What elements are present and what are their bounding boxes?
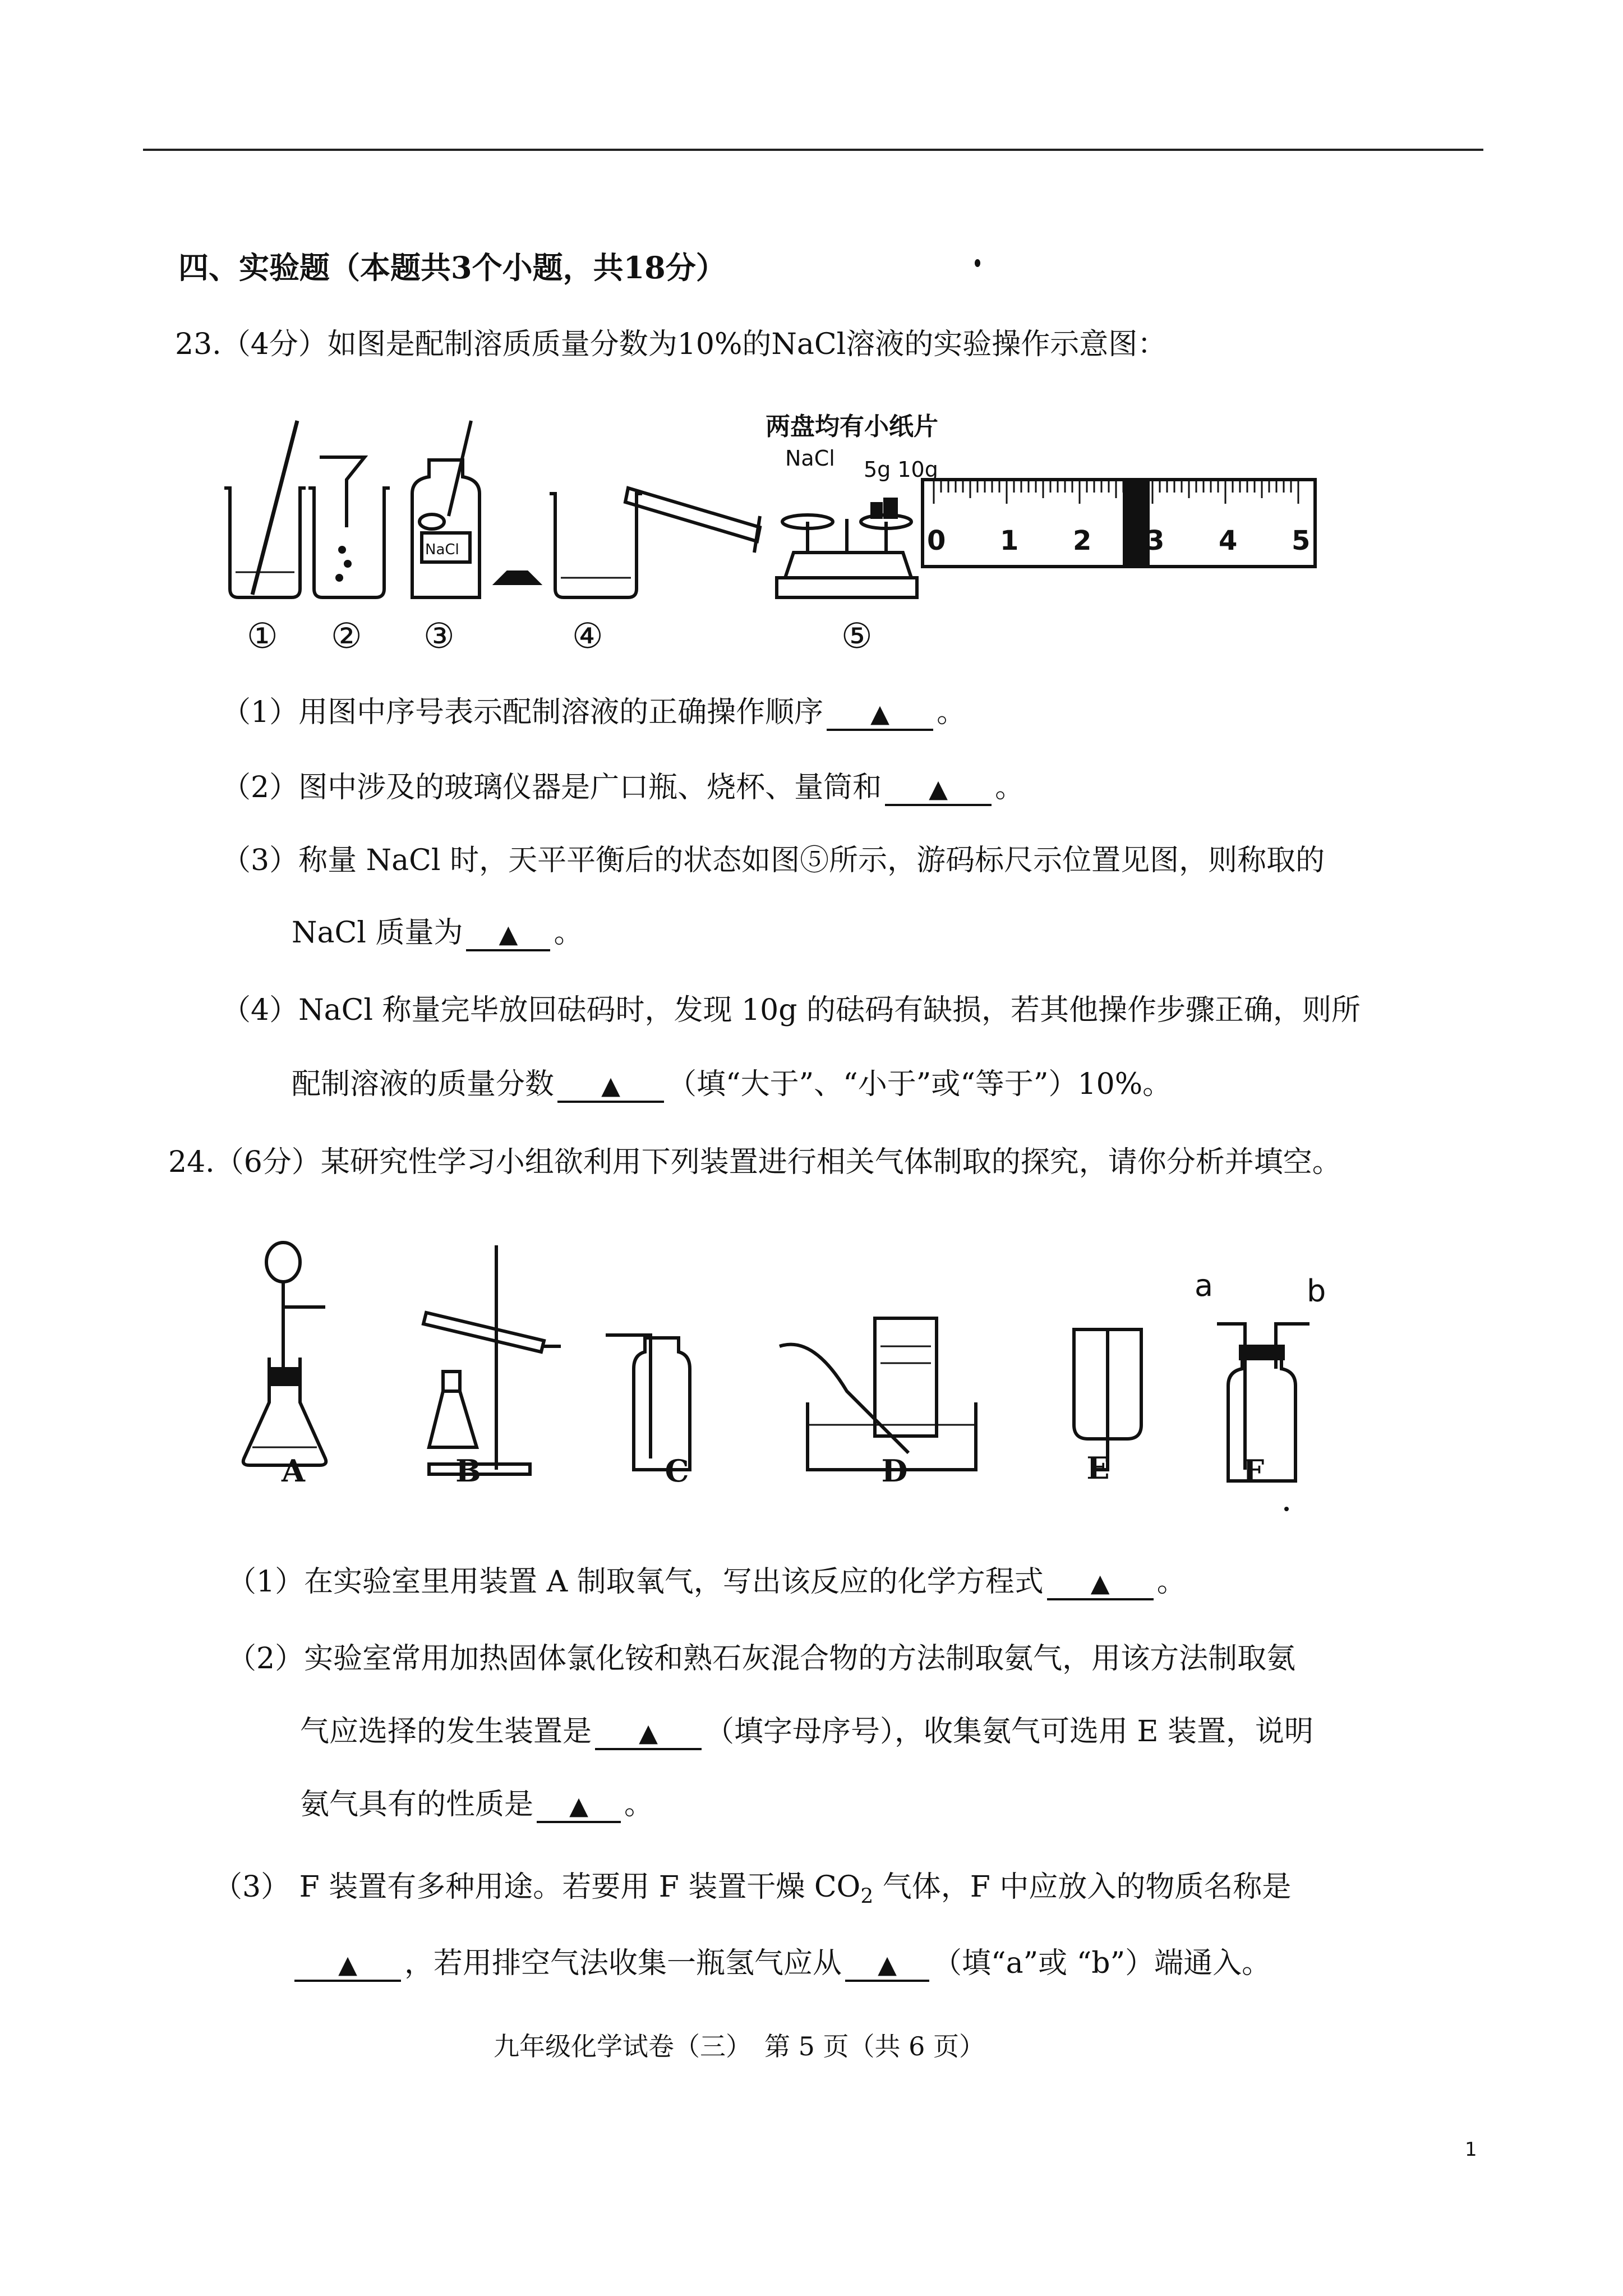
ruler-tick-label: 5 <box>1292 525 1311 556</box>
pouring-cylinder-icon <box>550 488 760 597</box>
q23-part4-text: 配制溶液的质量分数 <box>292 1068 555 1101</box>
q23-part2-text: （2）图中涉及的玻璃仪器是广口瓶、烧杯、量筒和 <box>222 771 882 804</box>
apparatus-label-b: B <box>455 1453 481 1489</box>
q23-part4-line1: （4）NaCl 称量完毕放回砝码时，发现 10g 的砝码有缺损，若其他操作步骤正确，则所 <box>222 993 1361 1027</box>
page-footer: 九年级化学试卷（三） 第 5 页（共 6 页） <box>494 2031 985 2062</box>
q23-part4-line2 <box>292 1066 1172 1103</box>
q24-part2-line1: （2）实验室常用加热固体氯化铵和熟石灰混合物的方法制取氨气，用该方法制取氨 <box>227 1642 1296 1676</box>
apparatus-label-e: E <box>1086 1450 1110 1486</box>
q24-part3-text2: ，若用排空气法收集一瓶氢气应从 <box>404 1947 842 1980</box>
pan-label: NaCl <box>785 446 835 471</box>
answer-blank-q24-5[interactable]: ▲ <box>845 1950 929 1982</box>
beaker-funnel-icon <box>308 457 390 597</box>
step-label-1: ① <box>247 615 278 656</box>
co2-subscript: 2 <box>860 1885 874 1908</box>
ruler-tick-label: 4 <box>1219 525 1238 556</box>
q24-part3-line1 <box>213 1869 1291 1915</box>
q23-part2 <box>222 770 1024 806</box>
q23-part1-text: （1）用图中序号表示配制溶液的正确操作顺序 <box>222 696 824 729</box>
apparatus-b-icon <box>423 1245 561 1474</box>
page-number: 1 <box>1465 2138 1477 2161</box>
q23-part4-end: （填“大于”、“小于”或“等于”）10%。 <box>667 1068 1172 1101</box>
ruler-labels <box>927 525 1310 556</box>
q23-stem: 23.（4分）如图是配制溶质质量分数为10%的NaCl溶液的实验操作示意图： <box>175 328 1167 361</box>
q23-part3-end: 。 <box>554 916 583 950</box>
q23-figure <box>213 409 1374 701</box>
q24-part1 <box>227 1564 1186 1600</box>
q24-part2-line2 <box>300 1714 1313 1750</box>
step-label-4: ④ <box>572 615 603 656</box>
step-label-5: ⑤ <box>841 615 873 656</box>
weights-label: 5g 10g <box>864 457 938 482</box>
apparatus-e-icon <box>1074 1329 1141 1470</box>
q24-part2-line3 <box>300 1787 653 1823</box>
answer-blank-q23-2[interactable]: ▲ <box>885 775 992 806</box>
q24-stem: 24.（6分）某研究性学习小组欲利用下列装置进行相关气体制取的探究，请你分析并填空。 <box>168 1145 1341 1179</box>
answer-blank-q23-4[interactable]: ▲ <box>557 1071 664 1103</box>
q24-part1-text: （1）在实验室里用装置 A 制取氧气，写出该反应的化学方程式 <box>227 1565 1044 1599</box>
answer-blank-q24-2[interactable]: ▲ <box>595 1719 702 1750</box>
q24-part2-end: 。 <box>624 1788 654 1821</box>
apparatus-label-a: A <box>282 1453 305 1489</box>
balance-icon <box>777 499 917 597</box>
apparatus-a-icon <box>243 1243 326 1465</box>
q23-part3-line1: （3）称量 NaCl 时，天平平衡后的状态如图⑤所示，游码标尺示位置见图，则称取的 <box>222 844 1325 877</box>
q23-part1 <box>222 694 966 731</box>
ruler-tick-label: 3 <box>1146 525 1165 556</box>
q23-part1-end: 。 <box>937 696 966 729</box>
apparatus-label-d: D <box>881 1453 908 1489</box>
step-label-2: ② <box>331 615 362 656</box>
scan-speck <box>975 259 980 267</box>
apparatus-label-f: F <box>1242 1453 1265 1489</box>
beaker-stirring-icon <box>224 421 306 597</box>
q24-part2-cont: （填字母序号），收集氨气可选用 E 装置，说明 <box>705 1715 1314 1749</box>
q23-part3-line2 <box>292 915 583 951</box>
ruler-tick-label: 0 <box>927 525 946 556</box>
q23-part3-text: NaCl 质量为 <box>292 916 463 950</box>
q24-part3-line2 <box>294 1945 1271 1982</box>
q24-figure <box>241 1234 1391 1492</box>
q24-part3-end: （填“a”或 “b”）端通入。 <box>933 1947 1271 1980</box>
ruler-tick-label: 1 <box>1000 525 1019 556</box>
answer-blank-q23-3[interactable]: ▲ <box>466 920 550 951</box>
bottle-label: NaCl <box>425 541 459 558</box>
ruler-tick-label: 2 <box>1073 525 1092 556</box>
port-b-label: b <box>1307 1273 1326 1309</box>
q24-part3-cont: 气体，F 中应放入的物质名称是 <box>873 1870 1292 1904</box>
answer-blank-q24-4[interactable]: ▲ <box>294 1950 401 1982</box>
answer-blank-q23-1[interactable]: ▲ <box>827 700 933 731</box>
balance-note: 两盘均有小纸片 <box>766 412 938 441</box>
q24-part2-text: 气应选择的发生装置是 <box>300 1715 592 1749</box>
rider-scale-icon <box>923 480 1315 567</box>
scan-speck <box>1284 1507 1289 1511</box>
apparatus-d-icon <box>780 1318 976 1470</box>
q23-part2-end: 。 <box>995 771 1025 804</box>
section-title: 四、实验题（本题共3个小题，共18分） <box>178 250 726 286</box>
answer-blank-q24-3[interactable]: ▲ <box>537 1792 621 1823</box>
port-a-label: a <box>1195 1268 1214 1303</box>
apparatus-c-icon <box>606 1335 690 1470</box>
apparatus-label-c: C <box>665 1453 689 1489</box>
q24-part1-end: 。 <box>1156 1565 1186 1599</box>
q24-part3-text: （3） F 装置有多种用途。若要用 F 装置干燥 CO <box>213 1870 861 1904</box>
header-rule <box>143 149 1483 151</box>
q24-part2-text3: 氨气具有的性质是 <box>300 1788 534 1821</box>
stopper-icon <box>496 572 538 583</box>
ruler-ticks <box>934 481 1298 504</box>
reagent-bottle-icon <box>412 421 479 597</box>
step-label-3: ③ <box>423 615 455 656</box>
answer-blank-q24-1[interactable]: ▲ <box>1047 1569 1154 1600</box>
